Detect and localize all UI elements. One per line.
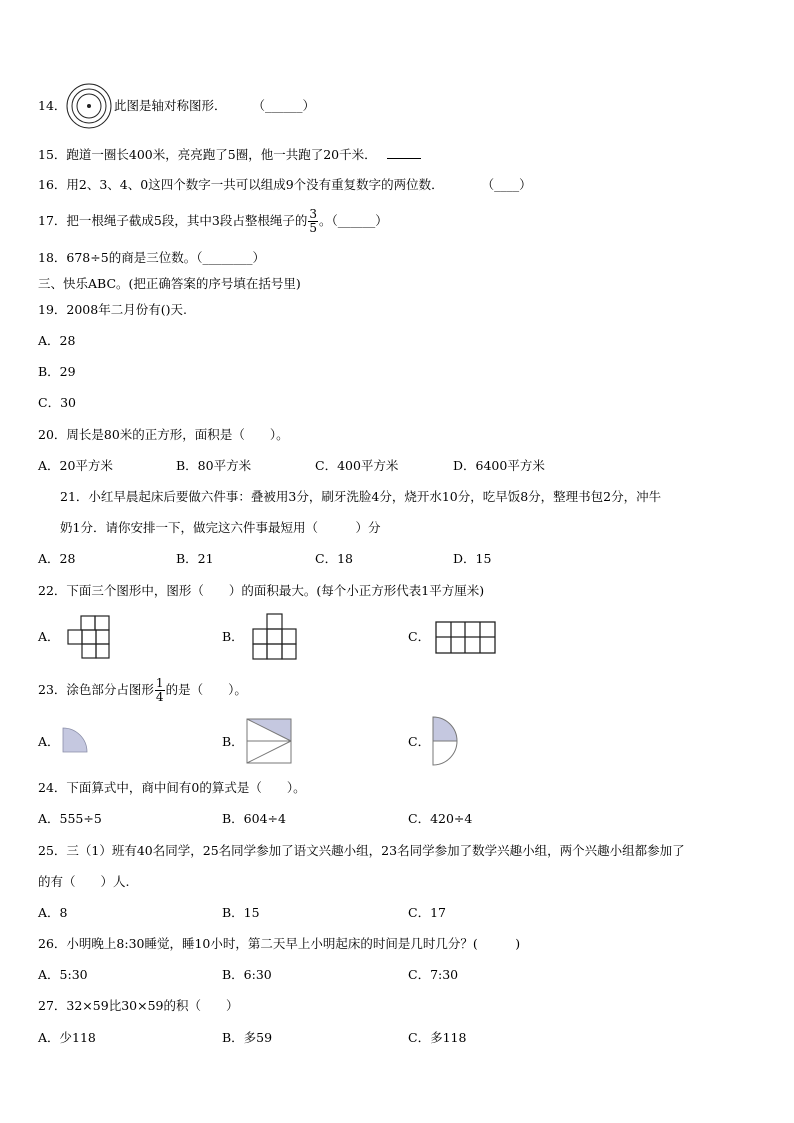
question-19	[38, 302, 187, 318]
option-b[interactable]: B．21	[176, 551, 214, 566]
option-d[interactable]: D．6400平方米	[453, 458, 545, 473]
option-b[interactable]: B．29	[38, 364, 76, 379]
fraction	[155, 677, 165, 704]
answer-paren: （______）	[252, 98, 316, 113]
question-17	[38, 206, 388, 236]
question-25	[38, 843, 685, 859]
question-27	[38, 998, 238, 1014]
fraction-numerator: 3	[309, 207, 317, 221]
question-26	[38, 936, 520, 952]
question-23	[38, 675, 247, 705]
semicircle-shape-c	[431, 715, 461, 767]
section-title	[38, 276, 301, 292]
option-c[interactable]: C．	[408, 734, 431, 749]
fraction-denominator: 4	[155, 690, 164, 704]
question-text-line1: 三（1）班有40名同学，25名同学参加了语文兴趣小组，23名同学参加了数学兴趣小组，两个兴趣小组都参加了	[66, 843, 685, 858]
option-a[interactable]: A．20平方米	[38, 458, 113, 473]
divided-square-shape-b	[246, 718, 294, 766]
option-c[interactable]: C．	[408, 629, 431, 644]
option-a[interactable]: A．	[38, 734, 60, 749]
question-text: 32×59比30×59的积（ ）	[66, 998, 239, 1013]
question-text: 周长是80米的正方形，面积是（ ）。	[66, 427, 289, 442]
question-21-line2	[60, 520, 380, 536]
fraction-numerator: 1	[155, 676, 164, 690]
question-text: 下面算式中，商中间有0的算式是（ ）。	[66, 780, 306, 795]
grid-shape-a	[67, 615, 111, 661]
fraction	[308, 208, 318, 235]
option-b[interactable]: B．	[222, 629, 244, 644]
question-18	[38, 250, 265, 266]
question-number: 18．	[38, 250, 67, 265]
question-text: 把一根绳子截成5段，其中3段占整根绳子的	[66, 213, 308, 228]
question-25-line2	[38, 874, 129, 890]
fraction-denominator: 5	[309, 221, 317, 235]
option-c[interactable]: C．多118	[408, 1030, 467, 1045]
question-number: 22．	[38, 583, 67, 598]
option-c[interactable]: C．7:30	[408, 967, 459, 982]
option-d[interactable]: D．15	[453, 551, 492, 566]
question-number: 25．	[38, 843, 67, 858]
answer-blank[interactable]	[387, 146, 421, 159]
question-14-text	[114, 98, 315, 114]
question-number: 27．	[38, 998, 67, 1013]
option-c[interactable]: C．17	[408, 905, 446, 920]
option-b[interactable]: B．	[222, 734, 244, 749]
question-text-after: 的是（ ）。	[165, 682, 247, 697]
option-b[interactable]: B．80平方米	[176, 458, 252, 473]
question-number: 15．	[38, 147, 67, 162]
section-title-text: 三、快乐ABC。(把正确答案的序号填在括号里)	[38, 276, 301, 291]
question-number: 20．	[38, 427, 67, 442]
option-b[interactable]: B．15	[222, 905, 260, 920]
question-text-line2: 奶1分．请你安排一下，做完这六件事最短用（ ）分	[60, 520, 381, 535]
question-text: 跑道一圈长400米，亮亮跑了5圈，他一共跑了20千米．	[66, 147, 377, 162]
question-number: 14．	[38, 98, 67, 113]
option-a[interactable]: A．少118	[38, 1030, 96, 1045]
question-text-line2: 的有（ ）人.	[38, 874, 130, 889]
question-text: 下面三个图形中，图形（ ）的面积最大。(每个小正方形代表1平方厘米)	[66, 583, 485, 598]
option-b[interactable]: B．6:30	[222, 967, 272, 982]
option-c[interactable]: C．400平方米	[315, 458, 399, 473]
answer-paren: （____）	[481, 177, 532, 192]
question-text-after: 。（______）	[318, 213, 388, 228]
question-number: 17．	[38, 213, 67, 228]
option-c[interactable]: C．30	[38, 395, 76, 410]
question-14	[38, 98, 66, 114]
question-16	[38, 177, 532, 193]
question-21	[60, 489, 661, 505]
grid-shape-b	[252, 613, 298, 661]
question-number: 23．	[38, 682, 67, 697]
question-text: 678÷5的商是三位数。（________）	[66, 250, 265, 265]
question-number: 19．	[38, 302, 67, 317]
question-22	[38, 583, 484, 599]
option-b[interactable]: B．多59	[222, 1030, 273, 1045]
grid-shape-c	[435, 621, 497, 655]
quarter-circle-shape-a	[62, 727, 90, 755]
option-a[interactable]: A．5:30	[38, 967, 88, 982]
question-text: 此图是轴对称图形．	[114, 98, 227, 113]
question-text: 2008年二月份有()天.	[66, 302, 187, 317]
question-text: 小明晚上8:30睡觉，睡10小时，第二天早上小明起床的时间是几时几分？( )	[66, 936, 521, 951]
question-number: 26．	[38, 936, 67, 951]
question-number: 16．	[38, 177, 67, 192]
question-24	[38, 780, 306, 796]
option-c[interactable]: C．18	[315, 551, 353, 566]
concentric-circles-figure	[66, 83, 112, 129]
option-a[interactable]: A．	[38, 629, 60, 644]
option-a[interactable]: A．555÷5	[38, 811, 102, 826]
question-text-line1: 小红早晨起床后要做六件事：叠被用3分，刷牙洗脸4分，烧开水10分，吃早饭8分，整理书包2分，冲牛	[88, 489, 662, 504]
question-20	[38, 427, 289, 443]
option-a[interactable]: A．8	[38, 905, 68, 920]
option-a[interactable]: A．28	[38, 551, 76, 566]
question-number: 21．	[60, 489, 89, 504]
option-a[interactable]: A．28	[38, 333, 76, 348]
question-text: 用2、3、4、0这四个数字一共可以组成9个没有重复数字的两位数．	[66, 177, 444, 192]
question-15	[38, 146, 421, 163]
option-c[interactable]: C．420÷4	[408, 811, 473, 826]
option-b[interactable]: B．604÷4	[222, 811, 286, 826]
question-number: 24．	[38, 780, 67, 795]
question-text: 涂色部分占图形	[66, 682, 154, 697]
